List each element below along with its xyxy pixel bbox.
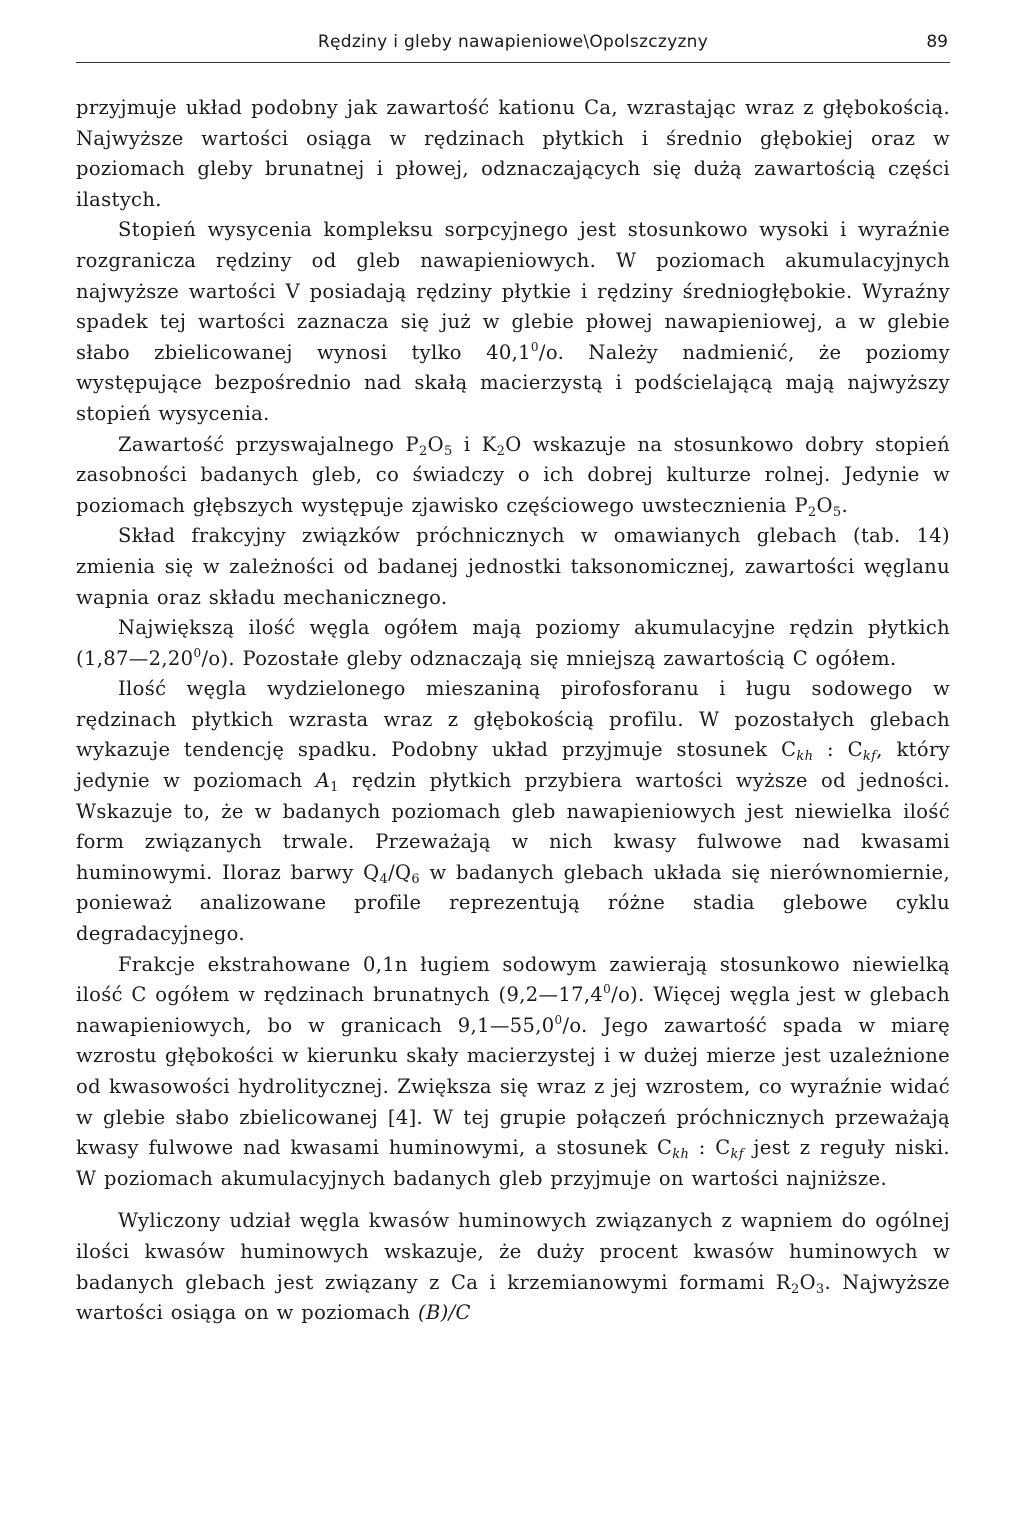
superscript: 0 bbox=[554, 1012, 563, 1027]
paragraph-p5 bbox=[76, 613, 950, 674]
subscript: kf bbox=[862, 749, 877, 765]
superscript: 0 bbox=[603, 982, 612, 997]
body-text bbox=[76, 93, 950, 1329]
paragraph-p1 bbox=[76, 93, 950, 215]
paragraph-p8 bbox=[76, 1206, 950, 1328]
text-run: Ilość węgla wydzielonego mieszaniną pirofosforanu i ługu sodowego w rędzinach płytkich wzrasta wraz z głębokością profilu. W pozostałych glebach wykazuje tendencję spadku. Podobny układ przyjmuje stosunek C bbox=[76, 677, 950, 762]
running-title: Rędziny i gleby nawapieniowe\Opolszczyzny bbox=[317, 32, 709, 52]
subscript: 5 bbox=[832, 504, 842, 520]
text-run: A bbox=[315, 769, 331, 793]
text-run: O wskazuje na stosunkowo dobry stopień zasobności badanych gleb, co świadczy o ich dobrej kulturze rolnej. Jedynie w poziomach głębszych występuje zjawisko częściowego uwstecznienia P bbox=[76, 432, 950, 517]
text-run: /o). Pozostałe gleby odznaczają się mniejszą zawartością C ogółem. bbox=[201, 646, 897, 670]
text-run: : C bbox=[813, 738, 863, 762]
subscript: 2 bbox=[496, 443, 506, 459]
text-run: przyjmuje układ podobny jak zawartość kationu Ca, wzrastając wraz z głębokością. Najwyższe wartości osiąga w rędzinach płytkich i średnio głębokiej oraz w poziomach gleby brunatnej i płowej, odznaczających się dużą zawartością części ilastych. bbox=[76, 96, 950, 211]
text-run: Największą ilość węgla ogółem mają poziomy akumulacyjne rędzin płytkich (1,87—2,20 bbox=[76, 616, 950, 670]
subscript: 3 bbox=[815, 1281, 825, 1297]
subscript: 1 bbox=[330, 780, 339, 796]
text-run: /o. Jego zawartość spada w miarę wzrostu głębokości w kierunku skały macierzystej i w dużej mierze jest uzależnione od kwasowości hydrolitycznej. Zwiększa się wraz z jej wzrostem, co wyraźnie widać w glebie słabo zbielicowanej [4]. W tej grupie połączeń próchnicznych przeważają kwasy fulwowe nad kwasami huminowymi, a stosunek C bbox=[76, 1013, 950, 1160]
text-run: rędzin płytkich przybiera wartości wyższe od jedności. Wskazuje to, że w badanych poziomach gleb nawapieniowych jest niewielka ilość form związanych trwale. Przeważają w nich kwasy fulwowe nad kwasami huminowymi. Iloraz barwy Q bbox=[76, 769, 950, 884]
running-header bbox=[76, 28, 950, 63]
text-run: . Najwyższe wartości osiąga on w poziomach bbox=[76, 1270, 950, 1325]
superscript: 0 bbox=[530, 339, 539, 354]
superscript: 0 bbox=[193, 645, 202, 660]
text-run: i K bbox=[452, 432, 497, 456]
text-run: /Q bbox=[388, 860, 412, 884]
paragraph-p4 bbox=[76, 521, 950, 613]
subscript: 2 bbox=[807, 504, 817, 520]
text-run: Frakcje ekstrahowane 0,1n ługiem sodowym zawierają stosunkowo niewielką ilość C ogółem w rędzinach brunatnych (9,2—17,4 bbox=[76, 952, 950, 1007]
text-run: /o. Należy nadmienić, że poziomy występujące bezpośrednio nad skałą macierzystą i podścielającą mają najwyższy stopień wysycenia. bbox=[76, 340, 950, 425]
page-number: 89 bbox=[926, 32, 948, 52]
text-run: jest z reguły niski. W poziomach akumulacyjnych badanych gleb przyjmuje on wartości najniższe. bbox=[76, 1136, 950, 1190]
text-run: , który jedynie w poziomach bbox=[76, 738, 950, 793]
text-run: : C bbox=[689, 1136, 731, 1160]
text-run: Stopień wysycenia kompleksu sorpcyjnego jest stosunkowo wysoki i wyraźnie rozgranicza rędziny od gleb nawapieniowych. W poziomach akumulacyjnych najwyższe wartości V posiadają rędziny płytkie i rędziny średniogłębokie. Wyraźny spadek tej wartości zaznacza się już w glebie płowej nawapieniowej, a w glebie słabo zbielicowanej wynosi tylko 40,1 bbox=[76, 218, 950, 364]
subscript: kf bbox=[730, 1147, 744, 1163]
text-run: Zawartość przyswajalnego P bbox=[118, 432, 420, 456]
subscript: 6 bbox=[411, 871, 420, 887]
paragraph-p6 bbox=[76, 674, 950, 949]
text-run: Skład frakcyjny związków próchnicznych w omawianych glebach (tab. 14) zmienia się w zależności od badanej jednostki taksonomicznej, zawartości węglanu wapnia oraz składu mechanicznego. bbox=[76, 524, 950, 609]
text-run: (B)/C bbox=[418, 1301, 471, 1325]
text-run: O bbox=[427, 432, 444, 456]
text-run: O bbox=[816, 493, 833, 517]
text-run: O bbox=[799, 1270, 816, 1294]
subscript: kh bbox=[796, 749, 814, 765]
subscript: 2 bbox=[790, 1281, 800, 1297]
subscript: 5 bbox=[443, 443, 453, 459]
text-run: w badanych glebach układa się nierównomiernie, ponieważ analizowane profile reprezentują różne stadia glebowe cyklu degradacyjnego. bbox=[76, 860, 950, 946]
text-run: . bbox=[841, 493, 849, 517]
text-run: Wyliczony udział węgla kwasów huminowych związanych z wapniem do ogólnej ilości kwasów huminowych wskazuje, że duży procent kwasów huminowych w badanych glebach jest związany z Ca i krzemianowymi formami R bbox=[76, 1209, 950, 1294]
paragraph-p2 bbox=[76, 215, 950, 429]
subscript: 4 bbox=[379, 871, 389, 887]
page bbox=[76, 28, 950, 1329]
paragraph-p7 bbox=[76, 950, 950, 1195]
subscript: 2 bbox=[419, 443, 428, 459]
subscript: kh bbox=[672, 1147, 690, 1163]
paragraph-p3 bbox=[76, 430, 950, 522]
text-run: /o). Więcej węgla jest w glebach nawapieniowych, bo w granicach 9,1—55,0 bbox=[76, 983, 950, 1037]
